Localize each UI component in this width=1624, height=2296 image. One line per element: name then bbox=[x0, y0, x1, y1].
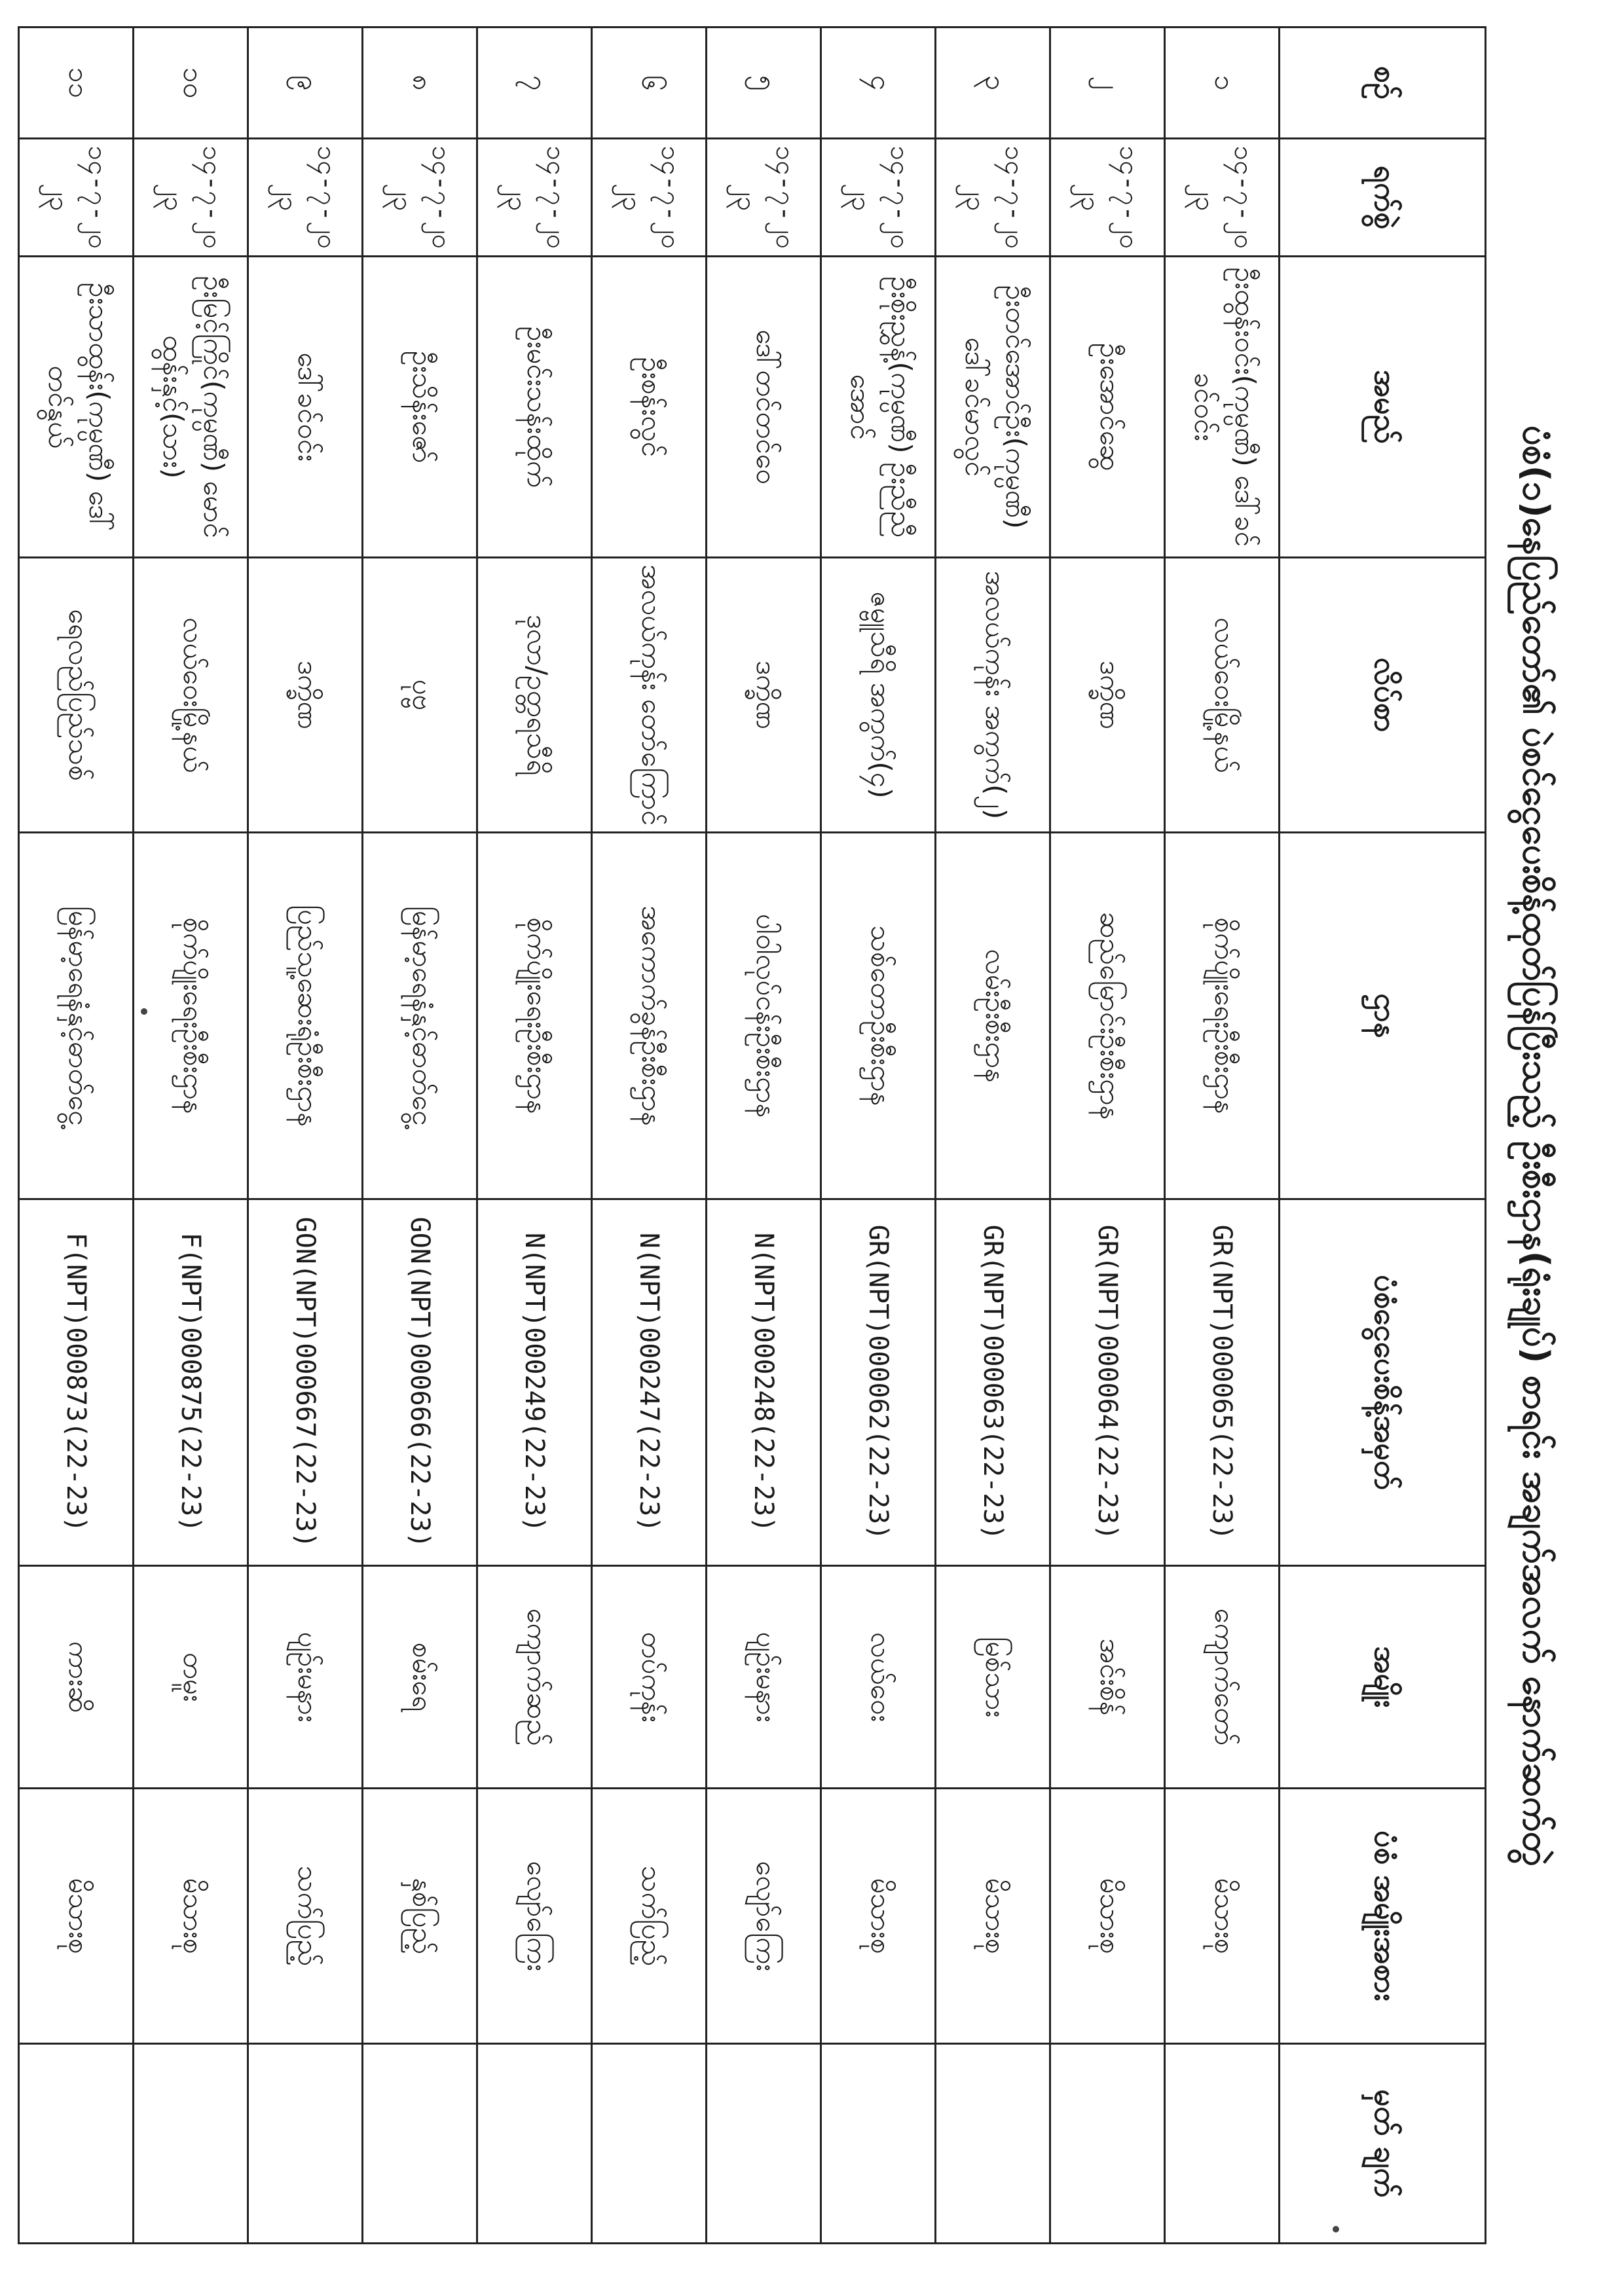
table-row bbox=[707, 27, 821, 2244]
cell-remark bbox=[1165, 2044, 1280, 2244]
cell-remark bbox=[707, 2044, 821, 2244]
cell-remark bbox=[134, 2044, 248, 2244]
cell-department: အကောက်ခွန်ဦးစီးဌာန bbox=[592, 833, 707, 1199]
cell-date: ၁၄-၇-၂၀၂၃ bbox=[936, 139, 1050, 257]
cell-name: ဒေါ်တင်တင်ဝေ bbox=[707, 257, 821, 558]
header-type: အမျိုး bbox=[1280, 1566, 1486, 1789]
header-remark: မှတ် ချက် bbox=[1280, 2044, 1486, 2244]
cell-no: ၄ bbox=[821, 27, 936, 139]
cell-name: ဦးအောင်ဆွေ bbox=[1050, 257, 1165, 558]
cell-cert-no: GON(NPT)000666(22-23) bbox=[363, 1199, 477, 1566]
cell-date: ၁၄-၇-၂၀၂၃ bbox=[477, 139, 592, 257]
cell-address: ဒက္ခိဏ bbox=[1050, 558, 1165, 833]
cell-remark bbox=[477, 2044, 592, 2244]
cell-kind: မိသားစု bbox=[19, 1789, 134, 2044]
cell-no: ၈ bbox=[363, 27, 477, 139]
header-address: လိပ်စာ bbox=[1280, 558, 1486, 833]
table-row bbox=[19, 27, 134, 2244]
cell-department: စိုက်ပျိုးရေးဦးစီးဌာန bbox=[134, 833, 248, 1199]
cell-address: ဇမ္ဗူသီရိ အကွက်(၄) bbox=[821, 558, 936, 833]
cell-remark bbox=[19, 2044, 134, 2244]
cell-cert-no: N(NPT)000247(22-23) bbox=[592, 1199, 707, 1566]
cell-cert-no: GR(NPT)000062(22-23) bbox=[821, 1199, 936, 1566]
cell-cert-no: GR(NPT)000064(22-23) bbox=[1050, 1199, 1165, 1566]
cell-date: ၁၄-၇-၂၀၂၃ bbox=[707, 139, 821, 257]
table-row bbox=[1165, 27, 1280, 2244]
cell-name: ဦးမြင့်ကြိုင်(ကုမ္ပဏီ) မောင်ထွန်းနှင့်(သား) bbox=[134, 257, 248, 558]
cell-no: ၆ bbox=[592, 27, 707, 139]
table-row bbox=[248, 27, 363, 2244]
cell-no: ၇ bbox=[477, 27, 592, 139]
cell-date: ၁၄-၇-၂၀၂၃ bbox=[134, 139, 248, 257]
cell-kind: လျော်ကြေး bbox=[477, 1789, 592, 2044]
cell-department: ပါဝါလုပ်ငန်းဦးစီးဌာန bbox=[707, 833, 821, 1199]
cell-type: စမ်းရေ bbox=[363, 1566, 477, 1789]
cell-date: ၁၄-၇-၂၀၂၃ bbox=[19, 139, 134, 257]
header-name: အမည် bbox=[1280, 257, 1486, 558]
cell-remark bbox=[936, 2044, 1050, 2244]
cell-date: ၁၄-၇-၂၀၂၃ bbox=[363, 139, 477, 257]
header-date: ရက်စွဲ bbox=[1280, 139, 1486, 257]
cell-address: လယ်ဝေးမြို့နယ် bbox=[134, 558, 248, 833]
cell-department: လမ်းဦးစီးဌာန bbox=[936, 833, 1050, 1199]
cell-department: ပြည်သူ့ဆေးရုံဦးစီးဌာန bbox=[248, 833, 363, 1199]
cell-kind: နှစ်ပြည့် bbox=[363, 1789, 477, 2044]
cell-no: ၉ bbox=[248, 27, 363, 139]
cell-kind: မိသားစု bbox=[821, 1789, 936, 2044]
cell-name: ဒေါ်ခင်ဝင်း bbox=[248, 257, 363, 558]
cell-name: ဦးတင်အောင်ဦး(ကုမ္ပဏီ) ဒေါ်ခင်မာလွင် bbox=[936, 257, 1050, 558]
document-title: ပံစံ(၁)နေပြည်တော်၏ ပဲစင်ငွေပေးစိန့်ထုတ်ပြန်ပြီးသည့် ဦးစီးဌာန(ရုံးချုပ်) စာရင်း အချက်အလက် နောက်ဆက်တွဲ bbox=[1515, 425, 1557, 1867]
cell-kind: မိသားစု bbox=[936, 1789, 1050, 2044]
cell-kind: မိသားစု bbox=[134, 1789, 248, 2044]
cell-remark bbox=[363, 2044, 477, 2244]
cell-kind: သက်ပြည့် bbox=[592, 1789, 707, 2044]
cell-cert-no: GR(NPT)000063(22-23) bbox=[936, 1199, 1050, 1566]
cell-no: ၁၁ bbox=[19, 27, 134, 139]
cell-address: အလယ်ကုန်း တော်ကြောင် bbox=[592, 558, 707, 833]
cell-no: ၁၀ bbox=[134, 27, 248, 139]
cell-no: ၁ bbox=[1165, 27, 1280, 139]
cell-no: ၂ bbox=[1050, 27, 1165, 139]
cell-remark bbox=[1050, 2044, 1165, 2244]
cell-cert-no: N(NPT)000248(22-23) bbox=[707, 1199, 821, 1566]
table-header-row bbox=[1280, 27, 1486, 2244]
cell-cert-no: F(NPT)000873(22-23) bbox=[19, 1199, 134, 1566]
table-row bbox=[1050, 27, 1165, 2244]
cell-address: လယ်ဝေးမြို့နယ် bbox=[1165, 558, 1280, 833]
cell-date: ၁၄-၇-၂၀၂၃ bbox=[1165, 139, 1280, 257]
cell-date: ၁၄-၇-၂၀၂၃ bbox=[821, 139, 936, 257]
cell-kind: မိသားစု bbox=[1050, 1789, 1165, 2044]
cell-date: ၁၄-၇-၂၀၂၃ bbox=[248, 139, 363, 257]
cell-name: ဦးမင်းသန်းထိုက် bbox=[477, 257, 592, 558]
table-row bbox=[134, 27, 248, 2244]
cell-cert-no: F(NPT)000875(22-23) bbox=[134, 1199, 248, 1566]
cell-address: ပုဗ္ဗ bbox=[363, 558, 477, 833]
cell-date: ၁၄-၇-၂၀၂၃ bbox=[1050, 139, 1165, 257]
cell-cert-no: N(NPT)000249(22-23) bbox=[477, 1199, 592, 1566]
cell-department: စိုက်ပျိုးရေးဦးစီးဌာန bbox=[1165, 833, 1280, 1199]
cell-no: ၅ bbox=[707, 27, 821, 139]
cell-date: ၁၄-၇-၂၀၂၃ bbox=[592, 139, 707, 257]
cell-address: အလယ်ကုန်း အကွက်(၂) bbox=[936, 558, 1050, 833]
cell-cert-no: GON(NPT)000667(22-23) bbox=[248, 1199, 363, 1566]
cell-kind: သက်ပြည့် bbox=[248, 1789, 363, 2044]
cell-type: လယ်ဝေး bbox=[821, 1566, 936, 1789]
cell-department: မြန်မာ့ရေနံနှင့်ဓာတ်ငွေ့ bbox=[363, 833, 477, 1199]
cell-name: ဦးထွန်းဝင်း(ကုမ္ပဏီ) ဒေါ်ခင်ခင်ဝင်း bbox=[1165, 257, 1280, 558]
cell-name: ဦးသာထွန်း(ကုမ္ပဏီ) ဒေါ်တင်နွယ် bbox=[19, 257, 134, 558]
cell-type: အင်းစိန် bbox=[1050, 1566, 1165, 1789]
cell-name: ဦးသိန်းဇော် bbox=[363, 257, 477, 558]
cell-name: ဦးစိုးညွှန့်(ကုမ္ပဏီ) ဦးညီညီအောင် bbox=[821, 257, 936, 558]
cell-type: ကားဆိ bbox=[19, 1566, 134, 1789]
table-body bbox=[19, 27, 1280, 2244]
cell-type: တမူး bbox=[134, 1566, 248, 1789]
cell-no: ၃ bbox=[936, 27, 1050, 139]
cell-type: ပျဉ်းမနား bbox=[248, 1566, 363, 1789]
cell-type: မြစ်သား bbox=[936, 1566, 1050, 1789]
header-kind: ပံစံ အမျိုးအစား bbox=[1280, 1789, 1486, 2044]
header-cert-no: ပံစံငွေပေးစိန့်အမှတ် bbox=[1280, 1199, 1486, 1566]
cell-type: ပျဉ်းမနား bbox=[707, 1566, 821, 1789]
table-row bbox=[363, 27, 477, 2244]
cell-address: ဒက္ခိဏ bbox=[707, 558, 821, 833]
table-row bbox=[477, 27, 592, 2244]
cell-remark bbox=[821, 2044, 936, 2244]
cell-department: သစ်တောဦးစီးဌာန bbox=[821, 833, 936, 1199]
cell-address: ဒုလာ/ဥတ္တရသီရိ bbox=[477, 558, 592, 833]
cell-type: ကျောက်ဆည် bbox=[477, 1566, 592, 1789]
cell-address: ရေလည်ပြည်သစ် bbox=[19, 558, 134, 833]
cell-kind: လျော်ကြေး bbox=[707, 1789, 821, 2044]
cell-cert-no: GR(NPT)000065(22-23) bbox=[1165, 1199, 1280, 1566]
header-department: ဌာန bbox=[1280, 833, 1486, 1199]
header-no: စဉ် bbox=[1280, 27, 1486, 139]
cell-kind: မိသားစု bbox=[1165, 1789, 1280, 2044]
registration-table bbox=[18, 26, 1486, 2244]
cell-department: မြန်မာ့ရေနံနှင့်ဓာတ်ငွေ့ bbox=[19, 833, 134, 1199]
table-row bbox=[592, 27, 707, 2244]
cell-name: ဦးစန်းလွင် bbox=[592, 257, 707, 558]
cell-type: ကျောက်တော် bbox=[1165, 1566, 1280, 1789]
table-row bbox=[821, 27, 936, 2244]
rotated-document-sheet bbox=[39, 26, 1572, 2265]
cell-type: တပ်ကုန်း bbox=[592, 1566, 707, 1789]
cell-remark bbox=[592, 2044, 707, 2244]
cell-remark bbox=[248, 2044, 363, 2244]
cell-department: ဆည်မြောင်းဦးစီးဌာန bbox=[1050, 833, 1165, 1199]
cell-address: ဒက္ခိဏ bbox=[248, 558, 363, 833]
table-row bbox=[936, 27, 1050, 2244]
cell-department: စိုက်ပျိုးရေးဦးစီးဌာန bbox=[477, 833, 592, 1199]
